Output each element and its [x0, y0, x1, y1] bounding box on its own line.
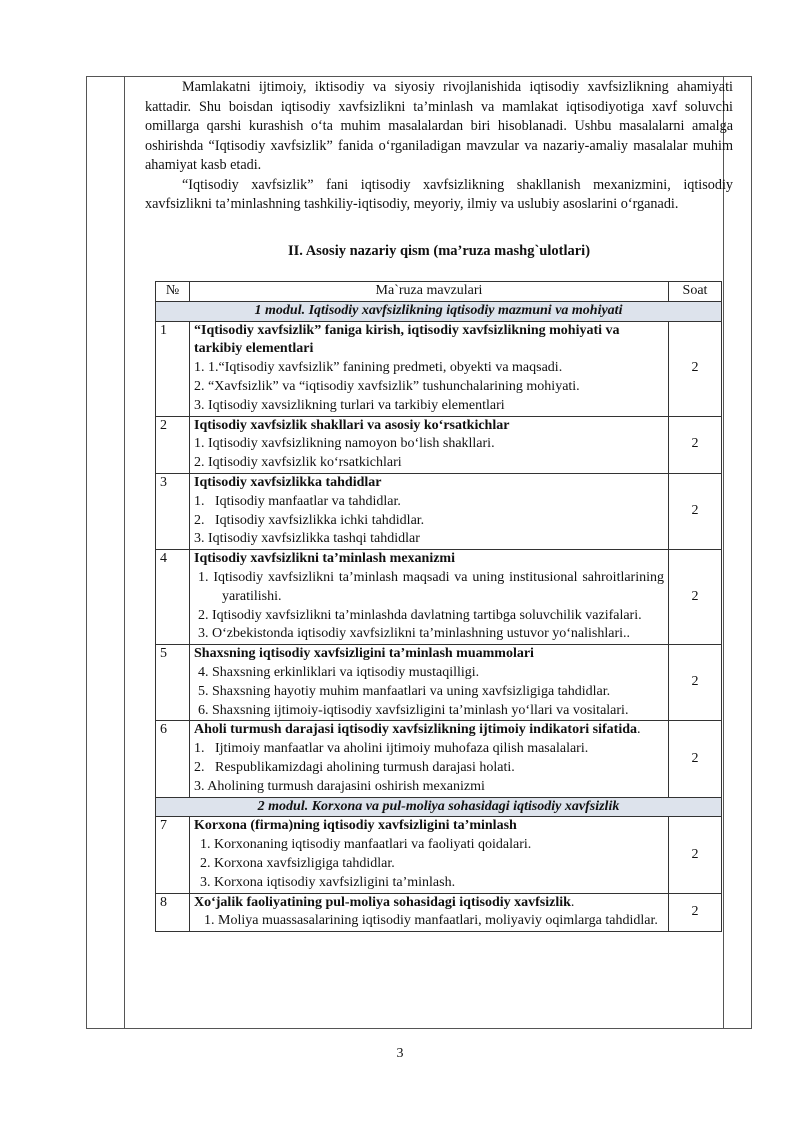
topic-item: 1. Iqtisodiy manfaatlar va tahdidlar. — [194, 493, 401, 509]
module-row — [156, 301, 722, 321]
topic-item: 1. Iqtisodiy xavfsizlikning namoyon bo‘lish shakllari. — [194, 436, 495, 452]
table-row — [156, 473, 722, 549]
topic-title: “Iqtisodiy xavfsizlik” faniga kirish, iqtisodiy xavfsizlikning mohiyati va tarkibiy elementlari — [194, 322, 620, 357]
row-num: 6 — [156, 721, 190, 797]
topic-title: Aholi turmush darajasi iqtisodiy xavfsizlikning ijtimoiy indikatori sifatida — [194, 722, 638, 738]
intro-paragraph-1: Mamlakatni ijtimoiy, iktisodiy va siyosiy rivojlanishida iqtisodiy xavfsizlikning ahamiyati kattadir. Shu boisdan iqtisodiy xavfsizlikni ta’minlash va mamlakat iqtisodiyotiga xavf soluvchi omillarga qarshi kurashish o‘ta muhim masalalardan biri hisoblanadi. Ushbu masalalarni amalga oshirishda “Iqtisodiy xavfsizlik” fanida o‘rganiladigan mavzular va nazariy-amaliy masalalar muhim ahamiyat kasb etadi. — [145, 79, 733, 173]
row-topic — [190, 416, 669, 473]
frame-left-rule — [124, 77, 125, 1028]
module-row — [156, 797, 722, 817]
topic-item: 1. Iqtisodiy xavfsizlikni ta’minlash maqsadi va uning institusional sahroitlarining yaratilishi. — [198, 569, 664, 604]
row-num: 4 — [156, 550, 190, 645]
row-num: 2 — [156, 416, 190, 473]
table-header-row — [156, 282, 722, 302]
topic-item: 2. Respublikamizdagi aholining turmush darajasi holati. — [194, 759, 515, 775]
row-num: 3 — [156, 473, 190, 549]
row-topic — [190, 550, 669, 645]
topic-title: Iqtisodiy xavfsizlik shakllari va asosiy ko‘rsatkichlar — [194, 417, 510, 433]
row-hours: 2 — [669, 817, 722, 893]
row-num: 1 — [156, 321, 190, 416]
table-row — [156, 416, 722, 473]
row-hours: 2 — [669, 416, 722, 473]
topic-item: 3. Aholining turmush darajasini oshirish mexanizmi — [194, 778, 485, 794]
topic-item: 1. Korxonaning iqtisodiy manfaatlari va faoliyati qoidalari. — [200, 837, 532, 853]
row-hours: 2 — [669, 473, 722, 549]
topic-title: Iqtisodiy xavfsizlikni ta’minlash mexanizmi — [194, 551, 455, 567]
section-title: II. Asosiy nazariy qism (ma’ruza mashg`ulotlari) — [287, 243, 591, 259]
row-topic — [190, 473, 669, 549]
topic-item: 2. Iqtisodiy xavfsizlikka ichki tahdidlar. — [194, 512, 425, 528]
topic-item: 3. Iqtisodiy xavsizlikning turlari va tarkibiy elementlari — [194, 397, 505, 413]
topic-item: 2. Korxona xavfsizligiga tahdidlar. — [200, 855, 395, 871]
row-topic — [190, 893, 669, 932]
topic-item: 3. O‘zbekistonda iqtisodiy xavfsizlikni ta’minlashning ustuvor yo‘nalishlari.. — [198, 626, 630, 642]
row-hours: 2 — [669, 893, 722, 932]
row-topic — [190, 321, 669, 416]
header-num: № — [156, 282, 190, 302]
topic-title: Korxona (firma)ning iqtisodiy xavfsizligini ta’minlash — [194, 818, 517, 834]
topic-item: 1. 1.“Iqtisodiy xavfsizlik” fanining predmeti, obyekti va maqsadi. — [194, 360, 563, 376]
topic-item: 1. Moliya muassasalarining iqtisodiy manfaatlari, moliyaviy oqimlarga tahdidlar. — [204, 913, 658, 929]
header-topic: Ma`ruza mavzulari — [190, 282, 669, 302]
topic-item: 2. Iqtisodiy xavfsizlik ko‘rsatkichlari — [194, 455, 402, 471]
page-number: 3 — [396, 1046, 404, 1061]
lecture-topics-table — [155, 281, 722, 932]
module-1-title: 1 modul. Iqtisodiy xavfsizlikning iqtisodiy mazmuni va mohiyati — [156, 301, 722, 321]
topic-item: 2. Iqtisodiy xavfsizlikni ta’minlashda davlatning tartibga soluvchilik vazifalari. — [198, 607, 642, 623]
intro-text — [145, 78, 733, 215]
module-2-title: 2 modul. Korxona va pul-moliya sohasidagi iqtisodiy xavfsizlik — [156, 797, 722, 817]
topic-title-tail: . — [637, 722, 641, 738]
row-hours: 2 — [669, 645, 722, 721]
topic-title: Iqtisodiy xavfsizlikka tahdidlar — [194, 474, 382, 490]
topic-item: 2. “Xavfsizlik” va “iqtisodiy xavfsizlik” tushunchalarining mohiyati. — [194, 378, 580, 394]
topic-item: 3. Iqtisodiy xavfsizlikka tashqi tahdidlar — [194, 531, 420, 547]
topic-item: 1. Ijtimoiy manfaatlar va aholini ijtimoiy muhofaza qilish masalalari. — [194, 741, 589, 757]
row-topic — [190, 817, 669, 893]
row-num: 8 — [156, 893, 190, 932]
row-hours: 2 — [669, 321, 722, 416]
table-row — [156, 321, 722, 416]
table-row — [156, 817, 722, 893]
intro-paragraph-2: “Iqtisodiy xavfsizlik” fani iqtisodiy xavfsizlikning shakllanish mexanizmini, iqtisodiy xavfsizlikni ta’minlashning tashkiliy-iqtisodiy, meyoriy, ilmiy va uslubiy asoslarini o‘rganadi. — [145, 176, 733, 212]
topic-item: 3. Korxona iqtisodiy xavfsizligini ta’minlash. — [200, 874, 456, 890]
topic-title-tail: . — [570, 894, 575, 910]
topic-item: 6. Shaxsning ijtimoiy-iqtisodiy xavfsizligini ta’minlash yo‘llari va vositalari. — [198, 702, 629, 718]
topic-title: Shaxsning iqtisodiy xavfsizligini ta’minlash muammolari — [194, 646, 534, 662]
table-row — [156, 645, 722, 721]
topic-title: Xo‘jalik faoliyatining pul-moliya sohasidagi iqtisodiy xavfsizlik — [194, 894, 571, 910]
row-hours: 2 — [669, 721, 722, 797]
table-row — [156, 721, 722, 797]
row-topic — [190, 721, 669, 797]
table-row — [156, 550, 722, 645]
header-hours: Soat — [669, 282, 722, 302]
table-row — [156, 893, 722, 932]
frame-right-rule — [723, 77, 724, 1028]
row-hours: 2 — [669, 550, 722, 645]
row-num: 7 — [156, 817, 190, 893]
row-topic — [190, 645, 669, 721]
topic-item: 5. Shaxsning hayotiy muhim manfaatlari va uning xavfsizligiga tahdidlar. — [198, 683, 611, 699]
row-num: 5 — [156, 645, 190, 721]
topic-item: 4. Shaxsning erkinliklari va iqtisodiy mustaqilligi. — [198, 664, 480, 680]
